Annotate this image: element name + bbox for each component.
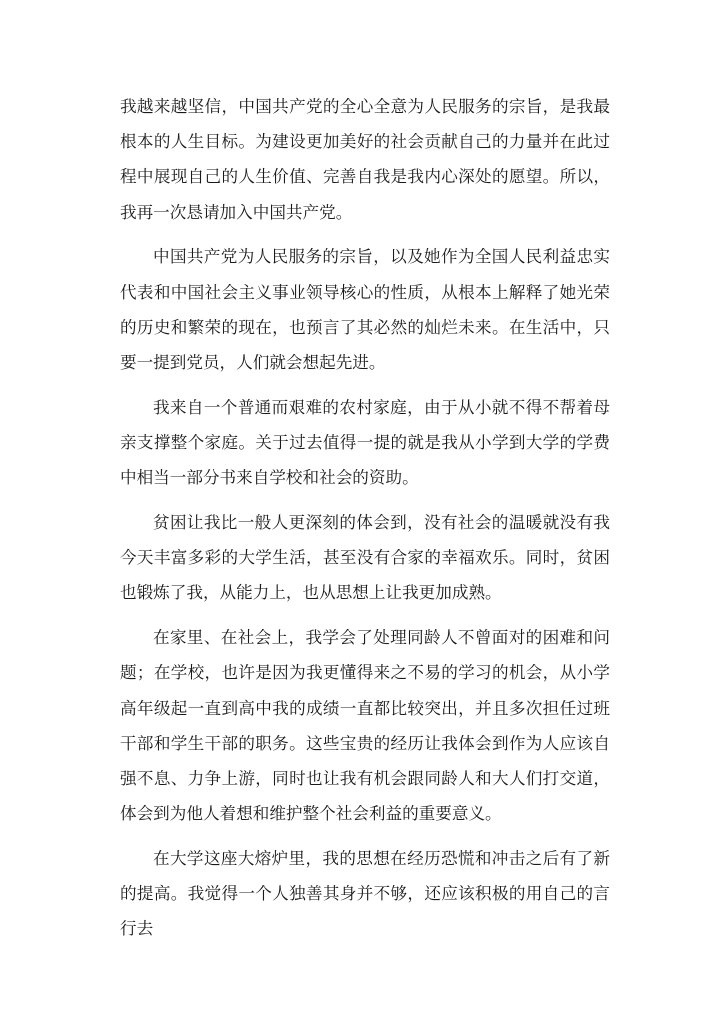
paragraph-2: 中国共产党为人民服务的宗旨，以及她作为全国人民利益忠实代表和中国社会主义事业领导核心的性质，从根本上解释了她光荣的历史和繁荣的现在，也预言了其必然的灿烂未来。在生活中，只要一提到党员，人们就会想起先进。 (120, 247, 610, 373)
paragraph-6: 在大学这座大熔炉里，我的思想在经历恐慌和冲击之后有了新的提高。我觉得一个人独善其身并不够，还应该积极的用自己的言行去 (120, 849, 610, 939)
paragraph-3: 我来自一个普通而艰难的农村家庭，由于从小就不得不帮着母亲支撑整个家庭。关于过去值得一提的就是我从小学到大学的学费中相当一部分书来自学校和社会的资助。 (120, 397, 610, 488)
document-page (120, 89, 610, 956)
paragraph-1: 我越来越坚信，中国共产党的全心全意为人民服务的宗旨，是我最根本的人生目标。为建设更加美好的社会贡献自己的力量并在此过程中展现自己的人生价值、完善自我是我内心深处的愿望。所以，我再一次恳请加入中国共产党。 (120, 97, 610, 222)
paragraph-5: 在家里、在社会上，我学会了处理同龄人不曾面对的困难和问题；在学校，也许是因为我更懂得来之不易的学习的机会，从小学高年级起一直到高中我的成绩一直都比较突出，并且多次担任过班干部和学生干部的职务。这些宝贵的经历让我体会到作为人应该自强不息、力争上游，同时也让我有机会跟同龄人和大人们打交道，体会到为他人着想和维护整个社会利益的重要意义。 (120, 628, 610, 824)
paragraph-4: 贫困让我比一般人更深刻的体会到，没有社会的温暖就没有我今天丰富多彩的大学生活，甚至没有合家的幸福欢乐。同时，贫困也锻炼了我，从能力上，也从思想上让我更加成熟。 (120, 513, 610, 603)
